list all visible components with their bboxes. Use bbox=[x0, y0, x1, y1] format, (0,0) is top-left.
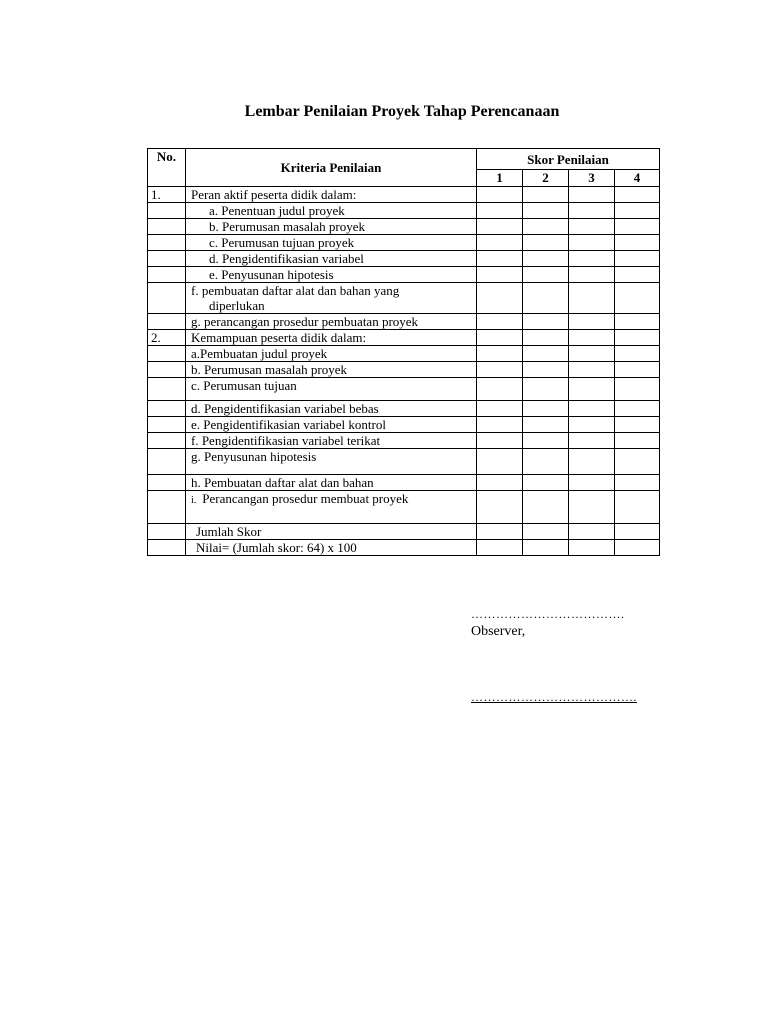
criteria-item: g. perancangan prosedur pembuatan proyek bbox=[186, 314, 477, 330]
criteria-item: i. Perancangan prosedur membuat proyek bbox=[186, 491, 477, 524]
score-cell-1[interactable] bbox=[477, 283, 523, 314]
score-cell-3[interactable] bbox=[569, 433, 615, 449]
row-number: 2. bbox=[148, 330, 186, 346]
score-cell-2[interactable] bbox=[523, 251, 569, 267]
score-cell-4[interactable] bbox=[615, 187, 660, 203]
table-row bbox=[148, 346, 660, 362]
table-row bbox=[148, 203, 660, 219]
table-row bbox=[148, 378, 660, 401]
criteria-item: b. Perumusan masalah proyek bbox=[186, 362, 477, 378]
score-cell-1[interactable] bbox=[477, 433, 523, 449]
score-cell-2[interactable] bbox=[523, 433, 569, 449]
criteria-item: b. Perumusan masalah proyek bbox=[186, 219, 477, 235]
score-cell-4[interactable] bbox=[615, 417, 660, 433]
score-cell-3[interactable] bbox=[569, 401, 615, 417]
section-heading: Kemampuan peserta didik dalam: bbox=[186, 330, 477, 346]
score-cell-1[interactable] bbox=[477, 401, 523, 417]
score-cell-2[interactable] bbox=[523, 330, 569, 346]
score-cell-2[interactable] bbox=[523, 401, 569, 417]
score-level-1: 1 bbox=[477, 170, 523, 187]
assessment-table bbox=[147, 148, 660, 556]
criteria-item: e. Pengidentifikasian variabel kontrol bbox=[186, 417, 477, 433]
score-cell-2[interactable] bbox=[523, 491, 569, 524]
score-cell-1[interactable] bbox=[477, 417, 523, 433]
criteria-item: a. Penentuan judul proyek bbox=[186, 203, 477, 219]
score-cell-3[interactable] bbox=[569, 449, 615, 475]
score-cell-3[interactable] bbox=[569, 475, 615, 491]
score-cell-3[interactable] bbox=[569, 235, 615, 251]
criteria-item: e. Penyusunan hipotesis bbox=[186, 267, 477, 283]
table-row bbox=[148, 187, 660, 203]
score-cell-4[interactable] bbox=[615, 219, 660, 235]
score-cell-4[interactable] bbox=[615, 449, 660, 475]
table-row bbox=[148, 283, 660, 314]
total-cell-2[interactable] bbox=[523, 524, 569, 540]
score-cell-4[interactable] bbox=[615, 203, 660, 219]
score-cell-1[interactable] bbox=[477, 219, 523, 235]
table-row bbox=[148, 314, 660, 330]
table-row bbox=[148, 449, 660, 475]
table-row bbox=[148, 491, 660, 524]
table-header-row bbox=[148, 149, 660, 170]
score-cell-3[interactable] bbox=[569, 251, 615, 267]
score-cell-3[interactable] bbox=[569, 362, 615, 378]
table-row bbox=[148, 251, 660, 267]
table-row bbox=[148, 362, 660, 378]
grade-cell-2[interactable] bbox=[523, 540, 569, 556]
total-row bbox=[148, 524, 660, 540]
table-row bbox=[148, 417, 660, 433]
score-cell-2[interactable] bbox=[523, 203, 569, 219]
table-row bbox=[148, 330, 660, 346]
score-cell-3[interactable] bbox=[569, 491, 615, 524]
score-cell-1[interactable] bbox=[477, 362, 523, 378]
score-cell-3[interactable] bbox=[569, 203, 615, 219]
header-no: No. bbox=[148, 149, 186, 187]
score-level-2: 2 bbox=[523, 170, 569, 187]
header-criteria: Kriteria Penilaian bbox=[186, 149, 477, 187]
signature-date-line: ………………………………. bbox=[471, 607, 625, 621]
total-score-label: Jumlah Skor bbox=[186, 524, 477, 540]
score-cell-2[interactable] bbox=[523, 314, 569, 330]
score-cell-4[interactable] bbox=[615, 346, 660, 362]
score-cell-2[interactable] bbox=[523, 267, 569, 283]
score-cell-1[interactable] bbox=[477, 330, 523, 346]
score-cell-4[interactable] bbox=[615, 251, 660, 267]
score-cell-2[interactable] bbox=[523, 378, 569, 401]
score-cell-4[interactable] bbox=[615, 314, 660, 330]
criteria-item: h. Pembuatan daftar alat dan bahan bbox=[186, 475, 477, 491]
grade-row bbox=[148, 540, 660, 556]
score-cell-4[interactable] bbox=[615, 378, 660, 401]
score-cell-3[interactable] bbox=[569, 330, 615, 346]
score-cell-2[interactable] bbox=[523, 219, 569, 235]
score-cell-4[interactable] bbox=[615, 491, 660, 524]
criteria-item: c. Perumusan tujuan proyek bbox=[186, 235, 477, 251]
criteria-item: f. pembuatan daftar alat dan bahan yang diperlukan bbox=[186, 283, 477, 314]
score-cell-3[interactable] bbox=[569, 417, 615, 433]
criteria-item: f. Pengidentifikasian variabel terikat bbox=[186, 433, 477, 449]
score-cell-4[interactable] bbox=[615, 433, 660, 449]
observer-label: Observer, bbox=[471, 624, 526, 639]
score-cell-3[interactable] bbox=[569, 378, 615, 401]
score-cell-2[interactable] bbox=[523, 417, 569, 433]
score-cell-1[interactable] bbox=[477, 475, 523, 491]
score-cell-1[interactable] bbox=[477, 203, 523, 219]
table-row bbox=[148, 433, 660, 449]
score-level-3: 3 bbox=[569, 170, 615, 187]
score-cell-2[interactable] bbox=[523, 362, 569, 378]
score-cell-2[interactable] bbox=[523, 346, 569, 362]
row-number: 1. bbox=[148, 187, 186, 203]
score-cell-1[interactable] bbox=[477, 314, 523, 330]
score-cell-3[interactable] bbox=[569, 219, 615, 235]
score-cell-4[interactable] bbox=[615, 267, 660, 283]
criteria-item: a.Pembuatan judul proyek bbox=[186, 346, 477, 362]
score-cell-4[interactable] bbox=[615, 362, 660, 378]
score-cell-3[interactable] bbox=[569, 283, 615, 314]
grade-formula-label: Nilai= (Jumlah skor: 64) x 100 bbox=[186, 540, 477, 556]
score-cell-2[interactable] bbox=[523, 449, 569, 475]
table-row bbox=[148, 401, 660, 417]
score-cell-1[interactable] bbox=[477, 449, 523, 475]
score-cell-1[interactable] bbox=[477, 378, 523, 401]
header-score: Skor Penilaian bbox=[477, 149, 660, 170]
criteria-item: g. Penyusunan hipotesis bbox=[186, 449, 477, 475]
table-row bbox=[148, 219, 660, 235]
criteria-item: d. Pengidentifikasian variabel bbox=[186, 251, 477, 267]
table-row bbox=[148, 267, 660, 283]
score-cell-4[interactable] bbox=[615, 330, 660, 346]
signature-name-line: …………………………………. bbox=[471, 690, 637, 704]
grade-cell-1[interactable] bbox=[477, 540, 523, 556]
section-heading: Peran aktif peserta didik dalam: bbox=[186, 187, 477, 203]
score-cell-1[interactable] bbox=[477, 267, 523, 283]
score-cell-1[interactable] bbox=[477, 187, 523, 203]
score-cell-4[interactable] bbox=[615, 401, 660, 417]
score-cell-4[interactable] bbox=[615, 235, 660, 251]
score-cell-3[interactable] bbox=[569, 267, 615, 283]
score-cell-1[interactable] bbox=[477, 251, 523, 267]
table-row bbox=[148, 475, 660, 491]
score-cell-3[interactable] bbox=[569, 187, 615, 203]
score-cell-4[interactable] bbox=[615, 283, 660, 314]
total-cell-3[interactable] bbox=[569, 524, 615, 540]
criteria-item: c. Perumusan tujuan bbox=[186, 378, 477, 401]
grade-cell-4[interactable] bbox=[615, 540, 660, 556]
score-cell-1[interactable] bbox=[477, 235, 523, 251]
score-cell-2[interactable] bbox=[523, 475, 569, 491]
page-title: Lembar Penilaian Proyek Tahap Perencanaan bbox=[244, 103, 560, 120]
total-cell-1[interactable] bbox=[477, 524, 523, 540]
score-cell-2[interactable] bbox=[523, 235, 569, 251]
score-cell-3[interactable] bbox=[569, 346, 615, 362]
criteria-item: d. Pengidentifikasian variabel bebas bbox=[186, 401, 477, 417]
score-cell-4[interactable] bbox=[615, 475, 660, 491]
score-cell-1[interactable] bbox=[477, 491, 523, 524]
total-cell-4[interactable] bbox=[615, 524, 660, 540]
score-cell-1[interactable] bbox=[477, 346, 523, 362]
score-cell-2[interactable] bbox=[523, 283, 569, 314]
score-cell-2[interactable] bbox=[523, 187, 569, 203]
score-cell-3[interactable] bbox=[569, 314, 615, 330]
grade-cell-3[interactable] bbox=[569, 540, 615, 556]
table-row bbox=[148, 235, 660, 251]
score-level-4: 4 bbox=[615, 170, 660, 187]
